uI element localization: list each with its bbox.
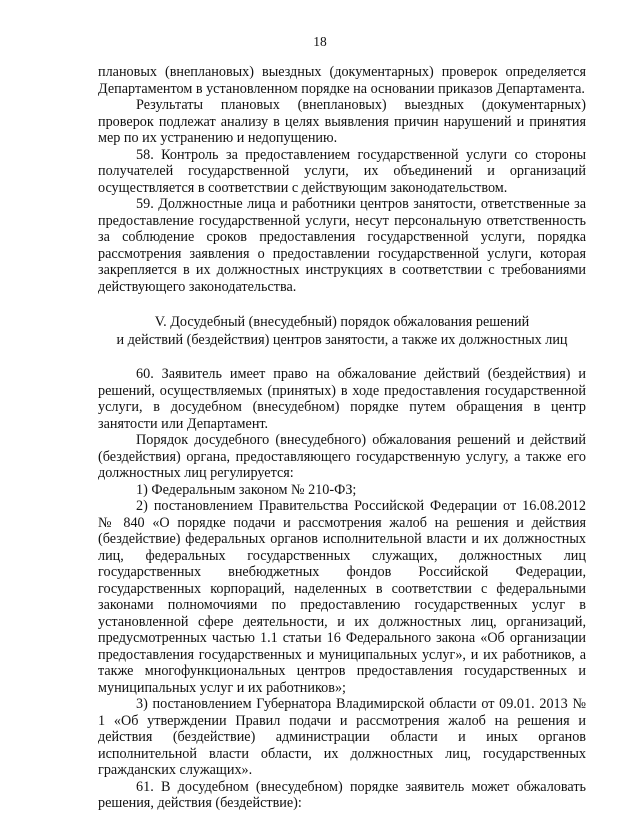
paragraph-appeal-procedure: Порядок досудебного (внесудебного) обжалования решений и действий (бездействия) органа, предоставляющего государственную услугу, а также его должностных лиц регулируется: xyxy=(98,432,586,481)
list-item-2: 2) постановлением Правительства Российской Федерации от 16.08.2012 № 840 «О порядке подачи и рассмотрения жалоб на решения и действия (бездействие) федеральных органов исполнительной власти и их должностных лиц, федеральных государственных служащих, должностных лиц государственных внебюджетных фондов Российской Федерации, государственных корпораций, наделенных в соответствии с федеральными законами полномочиями по предоставлению государственных услуг в установленной сфере деятельности, и их должностных лиц, организаций, предусмотренных частью 1.1 статьи 16 Федерального закона «Об организации предоставления государственных и муниципальных услуг», и их работников, а также многофункциональных центров предоставления государственных и муниципальных услуг и их работников»; xyxy=(98,498,586,696)
paragraph-58: 58. Контроль за предоставлением государственной услуги со стороны получателей государственной услуги, их объединений и организаций осуществляется в соответствии с действующим законодательством. xyxy=(98,146,586,196)
list-item-1: 1) Федеральным законом № 210-ФЗ; xyxy=(136,481,357,498)
list-item-3: 3) постановлением Губернатора Владимирской области от 09.01. 2013 № 1 «Об утверждении Правил подачи и рассмотрения жалоб на решения и действия (бездействие) администрации области и иных органов исполнительной власти области, их должностных лиц, государственных гражданских служащих». xyxy=(98,696,586,778)
paragraph-inspections-continuation: плановых (внеплановых) выездных (документарных) проверок определяется Департаментом в установленном порядке на основании приказов Департамента. xyxy=(98,64,586,97)
section-heading-line-2: и действий (бездействия) центров занятости, а также их должностных лиц xyxy=(116,332,568,348)
section-heading xyxy=(98,313,586,349)
paragraph-inspection-results: Результаты плановых (внеплановых) выездных (документарных) проверок подлежат анализу в целях выявления причин нарушений и принятия мер по их устранению и недопущению. xyxy=(98,97,586,146)
paragraph-60: 60. Заявитель имеет право на обжалование действий (бездействия) и решений, осуществляемых (принятых) в ходе предоставления государственной услуги, в досудебном (внесудебном) порядке путем обращения в центр занятости или Департамент. xyxy=(98,366,586,432)
paragraph-61: 61. В досудебном (внесудебном) порядке заявитель может обжаловать решения, действия (бездействие): xyxy=(98,778,586,811)
page-number: 18 xyxy=(313,34,327,49)
document-body xyxy=(98,64,586,812)
paragraph-59: 59. Должностные лица и работники центров занятости, ответственные за предоставление государственной услуги, несут персональную ответственность за соблюдение сроков предоставления государственной услуги, порядка рассмотрения заявления о предоставлении государственной услуги, которая закрепляется в их должностных инструкциях в соответствии с требованиями действующего законодательства. xyxy=(98,196,586,295)
section-heading-line-1: V. Досудебный (внесудебный) порядок обжалования решений xyxy=(154,314,530,330)
